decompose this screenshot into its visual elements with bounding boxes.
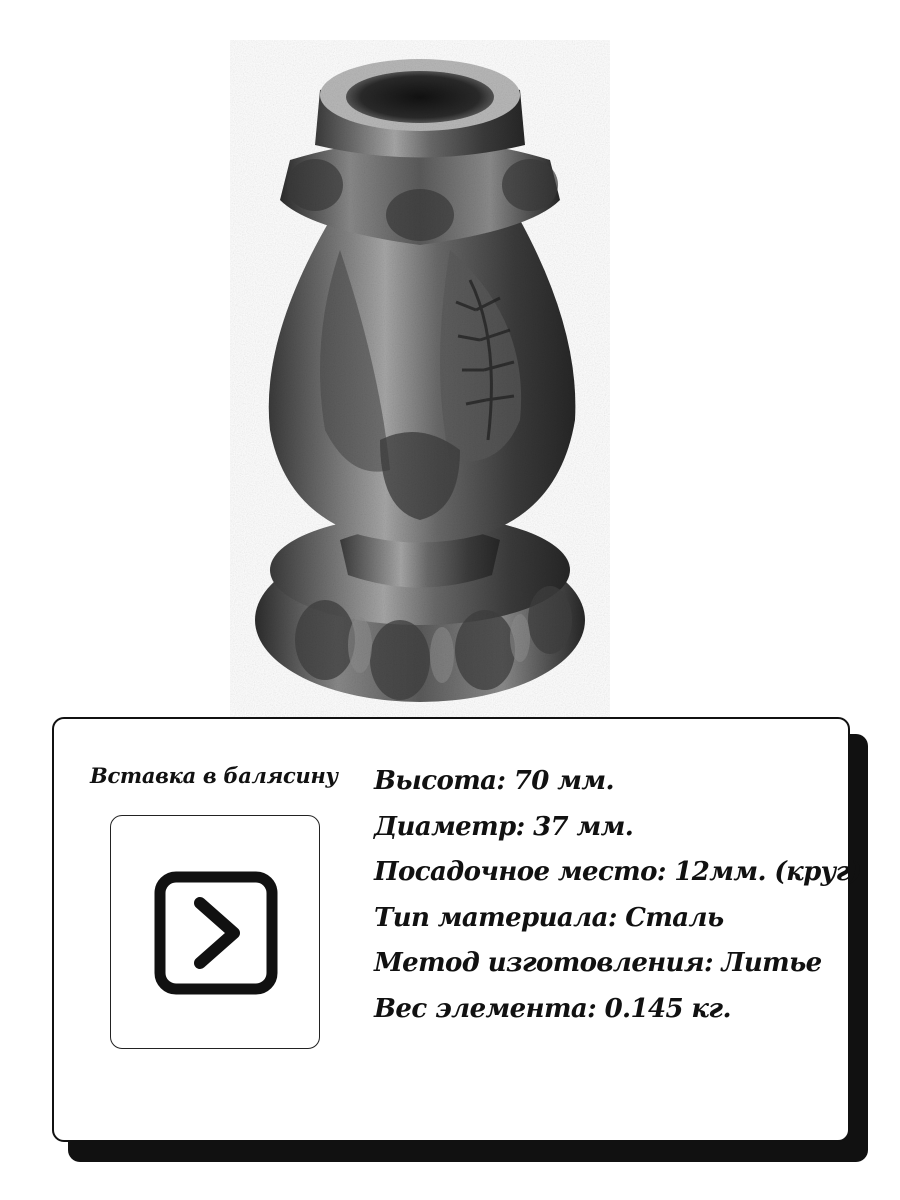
next-button[interactable] [110, 815, 320, 1049]
spec-mounting: Посадочное место: 12мм. (круг) [374, 857, 862, 887]
spec-method: Метод изготовления: Литье [374, 948, 822, 978]
chevron-right-square-icon [154, 871, 278, 995]
spec-material: Тип материала: Сталь [374, 902, 724, 933]
product-info-card [52, 717, 862, 1142]
spec-height: Высота: 70 мм. [374, 766, 614, 796]
spec-list [374, 759, 861, 1032]
product-image [230, 40, 610, 720]
product-title: Вставка в балясину [90, 763, 338, 788]
spec-diameter: Диаметр: 37 мм. [374, 811, 634, 842]
spec-weight: Вес элемента: 0.145 кг. [374, 993, 731, 1024]
baluster-insert-illustration [230, 40, 610, 720]
